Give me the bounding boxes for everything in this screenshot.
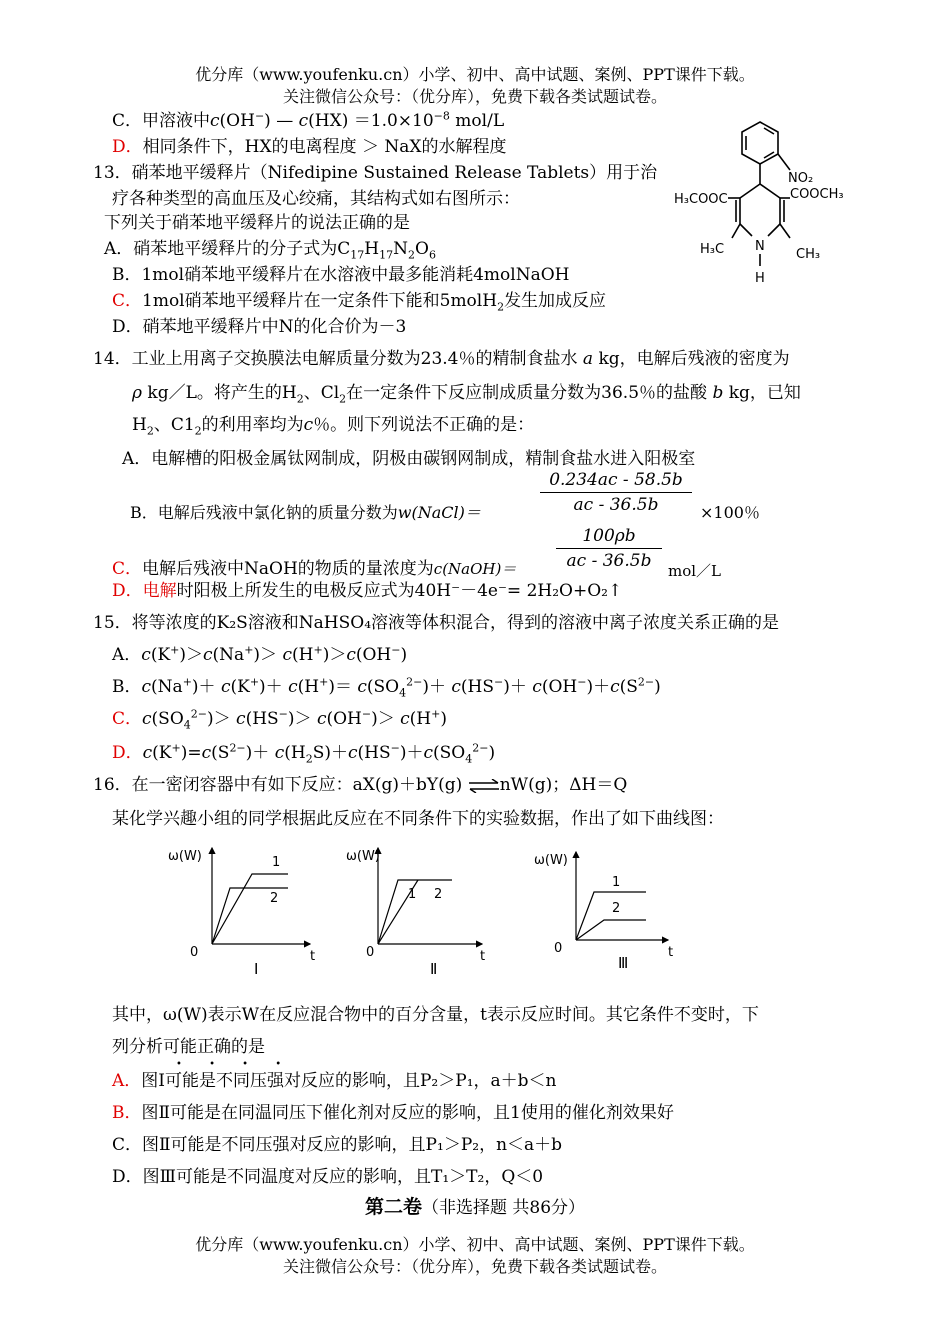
q16-option-d: D．图Ⅲ可能是不同温度对反应的影响，且T₁＞T₂，Q＜0 [112,1167,544,1187]
structure-hydrogen: H [755,271,765,286]
nifedipine-structure [672,112,862,292]
graph3-curve-1: 1 [612,875,621,890]
graph2-origin: 0 [366,945,375,960]
graph2-ylabel: ω(W) [346,849,380,864]
graph1-curve-1: 1 [272,855,281,870]
q13-option-d: D．硝苯地平缓释片中N的化合价为－3 [112,317,407,337]
structure-nitrogen: N [755,239,765,254]
structure-right-ester: COOCH₃ [790,187,844,202]
structure-right-methyl: CH₃ [796,247,821,262]
graph3-xlabel: t [668,945,674,960]
q14-option-c-fraction: 100ρb ac - 36.5b [556,526,662,571]
section2-title: 第二卷（非选择题 共86分） [364,1196,586,1218]
header-line-1: 优分库（www.youfenku.cn）小学、初中、高中试题、案例、PPT课件下载。 [195,65,755,84]
q15-option-c: C．$c(SO_4^{2-})> c(HS^-)> c(OH^-)> c(H^+)$ [112,707,447,732]
q13-stem-3: 下列关于硝苯地平缓释片的说法正确的是 [104,213,410,233]
q14-option-d: D．电解时阳极上所发生的电极反应式为40H⁻－4e⁻= 2H₂O+O₂↑ [112,581,623,601]
graph1-xlabel: t [310,949,316,964]
graph2-curve-1: 1 [408,887,417,902]
graph2-label: Ⅱ [430,960,438,978]
structure-left-ester: H₃COOC [674,192,728,207]
q16-line-2: 某化学兴趣小组的同学根据此反应在不同条件下的实验数据，作出了如下曲线图： [112,809,724,829]
graph3-label: Ⅲ [618,954,629,972]
q14-line-1: 14．工业上用离子交换膜法电解质量分数为23.4％的精制食盐水 a kg，电解后残液的密度为 [93,349,790,369]
equilibrium-arrow-icon [468,779,500,793]
footer-line-1: 优分库（www.youfenku.cn）小学、初中、高中试题、案例、PPT课件下载。 [195,1235,755,1254]
structure-no2: NO₂ [788,171,814,186]
q15-option-b: B．$c(Na^+)+ c(K^+)+ c(H^+)= c(SO_4^{2-})+ c(HS^-)+ c(OH^-)+c(S^{2-})$ [112,675,661,700]
q14-line-3: $H_2$、$C1_2$的利用率均为c％。则下列说法不正确的是： [132,415,535,438]
q13-option-a: A．硝苯地平缓释片的分子式为$C_{17}H_{17}N_2O_6$ [104,239,436,262]
q13-option-b: B．1mol硝苯地平缓释片在水溶液中最多能消耗4molNaOH [112,265,570,285]
graph3-ylabel: ω(W) [534,853,568,868]
q13-option-c: C．1mol硝苯地平缓释片在一定条件下能和5molH$_2$发生加成反应 [112,291,607,314]
q13-stem-2: 疗各种类型的高血压及心绞痛，其结构式如右图所示： [112,189,520,209]
q14-option-c: C．电解后残液中NaOH的物质的量浓度为c(NaOH)＝ [112,559,517,579]
footer-line-2: 关注微信公众号：（优分库），免费下载各类试题试卷。 [282,1257,667,1276]
q14-option-c-unit: mol／L [668,562,722,580]
q16-option-a: A．图Ⅰ可能是不同压强对反应的影响，且P₂＞P₁，a＋b＜n [112,1071,557,1091]
graph2-xlabel: t [480,949,486,964]
q14-option-b-tail: ×100％ [700,503,760,522]
graph2-curve-2: 2 [434,887,443,902]
q16-stem: 16．在一密闭容器中有如下反应：aX(g)＋bY(g) nW(g)；ΔH＝Q [93,775,628,795]
graph1-ylabel: ω(W) [168,849,202,864]
q14-option-a: A．电解槽的阳极金属钛网制成，阴极由碳钢网制成，精制食盐水进入阳极室 [122,449,696,469]
q12-option-d: D．相同条件下，HX的电离程度 ＞ NaX的水解程度 [112,137,507,157]
q16-option-b: B．图Ⅱ可能是在同温同压下催化剂对反应的影响，且1使用的催化剂效果好 [112,1103,674,1123]
q15-option-a: A．c(K+)＞c(Na+)＞ c(H+)＞c(OH−) [112,643,408,665]
graph3-curve-2: 2 [612,901,621,916]
graph1-origin: 0 [190,945,199,960]
q15-stem: 15．将等浓度的K₂S溶液和NaHSO₄溶液等体积混合，得到的溶液中离子浓度关系正确的是 [93,613,780,633]
graph1-label: Ⅰ [254,960,259,978]
q14-line-2: ρ kg／L。将产生的$H_2$、$Cl_2$在一定条件下反应制成质量分数为36.5％的盐酸 b kg，已知 [132,383,801,406]
structure-left-methyl: H₃C [700,242,725,257]
q16-para-2: 列分析可能正确的是 [112,1037,265,1057]
q16-option-c: C．图Ⅱ可能是不同压强对反应的影响，且P₁＞P₂，n＜a＋b [112,1135,563,1155]
q14-option-b-fraction: 0.234ac - 58.5b ac - 36.5b [540,470,692,515]
header-line-2: 关注微信公众号：（优分库），免费下载各类试题试卷。 [282,87,667,106]
q13-stem-1: 13．硝苯地平缓释片（Nifedipine Sustained Release Tablets）用于治 [93,163,658,183]
q14-option-b: B．电解后残液中氯化钠的质量分数为w(NaCl)＝ [130,503,481,522]
q16-graphs [160,840,700,980]
q12-option-c: C．甲溶液中c(OH−) — $c(HX) =1.0\times 10^{-8}$ mol/L [112,109,505,131]
q16-para-1: 其中，ω(W)表示W在反应混合物中的百分含量，t表示反应时间。其它条件不变时，下 [112,1005,759,1025]
q15-option-d: D．$c(K^+)=c(S^{2-})+ c(H_2S)+c(HS^-)+c(SO_4^{2-})$ [112,741,496,766]
graph1-curve-2: 2 [270,891,279,906]
graph3-origin: 0 [554,941,563,956]
emphasis-dots: • • • • [176,1059,294,1070]
